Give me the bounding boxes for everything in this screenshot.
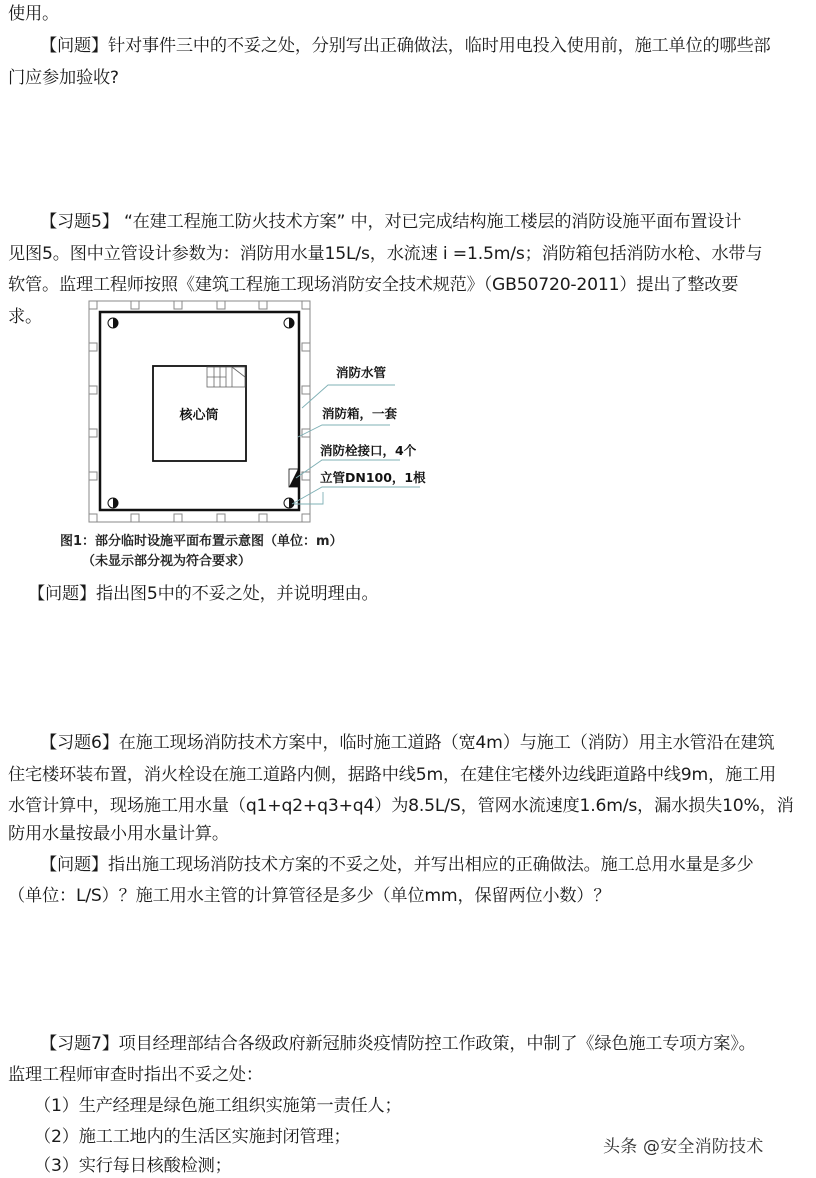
exercise-5-text: 【习题5】 “在建工程施工防火技术方案” 中，对已完成结构施工楼层的消防设施平面布置设计 [40, 212, 742, 232]
exercise-6-text: 防用水量按最小用水量计算。 [8, 824, 229, 844]
list-item: （3）实行每日核酸检测； [34, 1156, 232, 1176]
callout-fire-water-pipe: 消防水管 [336, 365, 387, 380]
exercise-6-text: 住宅楼环装布置，消火栓设在施工道路内侧，据路中线5m，在建住宅楼外边线距道路中线9m，施工用 [8, 765, 777, 785]
core-label: 核心筒 [179, 408, 219, 423]
paragraph-line: 使用。 [8, 4, 59, 24]
question-text: 【问题】针对事件三中的不妥之处，分别写出正确做法，临时用电投入使用前，施工单位的哪些部 [40, 36, 771, 56]
watermark: 头条 @安全消防技术 [603, 1137, 764, 1157]
figure-caption-note: （未显示部分视为符合要求） [82, 554, 252, 569]
exercise-6-text: 水管计算中，现场施工用水量（q1+q2+q3+q4）为8.5L/S，管网水流速度1.6m/s，漏水损失10%，消 [8, 796, 794, 816]
callout-hydrant-connectors: 消防栓接口，4个 [320, 443, 417, 458]
question-text: 门应参加验收? [8, 68, 119, 88]
question-text: 【问题】指出图5中的不妥之处，并说明理由。 [28, 584, 379, 604]
exercise-5-text: 求。 [8, 307, 42, 327]
callout-riser-pipe: 立管DN100，1根 [320, 470, 426, 485]
exercise-5-text: 软管。监理工程师按照《建筑工程施工现场消防安全技术规范》（GB50720-2011）提出了整改要 [8, 275, 739, 295]
list-item: （1）生产经理是绿色施工组织实施第一责任人； [34, 1096, 402, 1116]
list-item: （2）施工工地内的生活区实施封闭管理； [34, 1127, 351, 1147]
callout-fire-box: 消防箱，一套 [322, 406, 398, 421]
exercise-7-text: 【习题7】项目经理部结合各级政府新冠肺炎疫情防控工作政策，中制了《绿色施工专项方案》。 [40, 1034, 756, 1054]
exercise-6-text: 【习题6】在施工现场消防技术方案中，临时施工道路（宽4m）与施工（消防）用主水管沿在建筑 [40, 733, 775, 753]
question-text: （单位：L/S）？施工用水主管的计算管径是多少（单位mm，保留两位小数）？ [8, 886, 611, 906]
fire-facility-floor-plan-diagram [0, 0, 816, 560]
exercise-5-text: 见图5。图中立管设计参数为：消防用水量15L/s，水流速 i =1.5m/s；消防箱包括消防水枪、水带与 [8, 244, 763, 264]
question-text: 【问题】指出施工现场消防技术方案的不妥之处，并写出相应的正确做法。施工总用水量是多少 [40, 855, 754, 875]
figure-caption: 图1：部分临时设施平面布置示意图（单位：m） [60, 534, 343, 549]
exercise-7-text: 监理工程师审查时指出不妥之处： [8, 1065, 263, 1085]
